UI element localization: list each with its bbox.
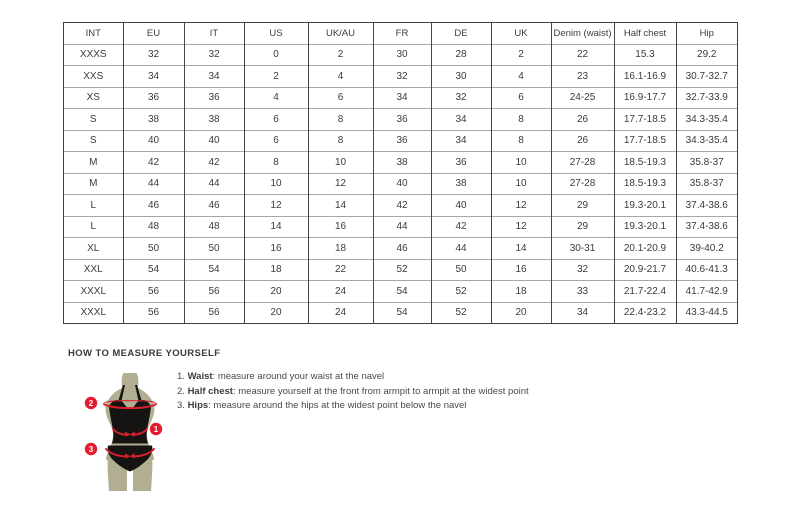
size-chart-header bbox=[64, 23, 737, 44]
table-cell: 16 bbox=[308, 216, 373, 238]
badge-hips-number: 3 bbox=[88, 444, 94, 454]
table-cell: 2 bbox=[308, 44, 373, 66]
column-header: INT bbox=[85, 27, 101, 39]
table-cell: 12 bbox=[491, 195, 551, 217]
table-cell: 36 bbox=[373, 109, 431, 131]
table-cell: XXS bbox=[64, 66, 123, 88]
table-cell: 32 bbox=[431, 87, 491, 109]
table-cell: 48 bbox=[184, 216, 244, 238]
column-header: EU bbox=[123, 23, 184, 44]
table-cell: 21.7-22.4 bbox=[614, 281, 676, 303]
column-header: IT bbox=[184, 23, 244, 44]
table-cell: 38 bbox=[184, 109, 244, 131]
table-cell: L bbox=[64, 195, 123, 217]
table-cell: 29.2 bbox=[676, 44, 737, 66]
badge-half-chest-number: 2 bbox=[88, 398, 94, 408]
table-cell: 6 bbox=[491, 87, 551, 109]
table-cell: 22 bbox=[551, 44, 614, 66]
measure-steps bbox=[177, 370, 529, 414]
table-cell: 4 bbox=[491, 66, 551, 88]
table-cell: 27-28 bbox=[551, 152, 614, 174]
table-cell: 20 bbox=[244, 302, 308, 323]
column-header: Hip bbox=[676, 23, 737, 44]
table-cell: M bbox=[64, 152, 123, 174]
table-cell: 46 bbox=[184, 195, 244, 217]
table-cell: 10 bbox=[244, 173, 308, 195]
table-cell: XL bbox=[64, 238, 123, 260]
table-cell: 54 bbox=[373, 302, 431, 323]
table-cell: 4 bbox=[244, 87, 308, 109]
table-cell: 46 bbox=[373, 238, 431, 260]
measurement-figure bbox=[78, 364, 190, 502]
table-cell: 43.3-44.5 bbox=[676, 302, 737, 323]
table-cell: 8 bbox=[244, 152, 308, 174]
table-cell: 29 bbox=[551, 195, 614, 217]
table-cell: 16.1-16.9 bbox=[614, 66, 676, 88]
table-cell: 50 bbox=[184, 238, 244, 260]
table-cell: 26 bbox=[551, 109, 614, 131]
table-cell: 32 bbox=[184, 44, 244, 66]
table-cell: 50 bbox=[123, 238, 184, 260]
column-header: Half chest bbox=[614, 23, 676, 44]
table-cell: 38 bbox=[431, 173, 491, 195]
step-number: 3. bbox=[177, 400, 188, 411]
step-label: Waist bbox=[187, 371, 213, 382]
table-row bbox=[64, 259, 737, 281]
table-cell: 36 bbox=[123, 87, 184, 109]
table-cell: 56 bbox=[123, 281, 184, 303]
badge-half-chest bbox=[85, 397, 97, 409]
table-row bbox=[64, 216, 737, 238]
table-cell: L bbox=[64, 216, 123, 238]
table-cell: 42 bbox=[431, 216, 491, 238]
table-cell: 6 bbox=[308, 87, 373, 109]
table-cell: 14 bbox=[244, 216, 308, 238]
table-cell: XXXL bbox=[64, 302, 123, 323]
measure-step bbox=[177, 370, 529, 385]
table-cell: 30-31 bbox=[551, 238, 614, 260]
table-cell: 20 bbox=[491, 302, 551, 323]
table-cell: 35.8-37 bbox=[676, 152, 737, 174]
table-cell: 12 bbox=[244, 195, 308, 217]
table-cell: 40 bbox=[184, 130, 244, 152]
measure-step bbox=[177, 399, 529, 414]
table-cell: 54 bbox=[184, 259, 244, 281]
table-cell: 46 bbox=[123, 195, 184, 217]
table-cell: 6 bbox=[244, 130, 308, 152]
table-cell: 36 bbox=[431, 152, 491, 174]
table-cell: 26 bbox=[551, 130, 614, 152]
size-chart-header-row bbox=[64, 23, 737, 44]
table-cell: 10 bbox=[491, 152, 551, 174]
table-row bbox=[64, 195, 737, 217]
table-cell: 16.9-17.7 bbox=[614, 87, 676, 109]
table-cell: 54 bbox=[373, 281, 431, 303]
table-cell: 8 bbox=[491, 130, 551, 152]
step-label: Half chest bbox=[187, 385, 233, 397]
table-cell: 28 bbox=[431, 44, 491, 66]
table-cell: 22 bbox=[308, 259, 373, 281]
table-cell: XXXS bbox=[64, 44, 123, 66]
table-cell: 34 bbox=[431, 130, 491, 152]
table-row bbox=[64, 173, 737, 195]
table-cell: 19.3-20.1 bbox=[614, 195, 676, 217]
table-cell: 50 bbox=[431, 259, 491, 281]
table-cell: 40 bbox=[431, 195, 491, 217]
table-cell: 37.4-38.6 bbox=[676, 216, 737, 238]
table-row bbox=[64, 281, 737, 303]
table-cell: 20 bbox=[244, 281, 308, 303]
table-cell: S bbox=[64, 130, 123, 152]
table-cell: 6 bbox=[244, 109, 308, 131]
table-cell: 34 bbox=[551, 302, 614, 323]
table-cell: S bbox=[64, 109, 123, 131]
column-header: FR bbox=[373, 23, 431, 44]
table-cell: 30 bbox=[373, 44, 431, 66]
column-header: US bbox=[244, 23, 308, 44]
table-cell: 42 bbox=[373, 195, 431, 217]
step-number: 1. bbox=[177, 371, 188, 382]
table-cell: 34.3-35.4 bbox=[676, 130, 737, 152]
table-cell: 42 bbox=[123, 152, 184, 174]
table-cell: 34.3-35.4 bbox=[676, 109, 737, 131]
step-text: : measure around your waist at the navel bbox=[212, 371, 385, 382]
table-cell: 10 bbox=[308, 152, 373, 174]
column-header: UK bbox=[491, 23, 551, 44]
table-cell: 34 bbox=[373, 87, 431, 109]
table-cell: 8 bbox=[308, 109, 373, 131]
badge-hips bbox=[85, 443, 97, 455]
table-cell: 40 bbox=[373, 173, 431, 195]
table-cell: 20.1-20.9 bbox=[614, 238, 676, 260]
step-number: 2. bbox=[177, 385, 188, 397]
table-cell: 24 bbox=[308, 302, 373, 323]
measure-section-title: HOW TO MEASURE YOURSELF bbox=[68, 348, 221, 359]
table-cell: 44 bbox=[184, 173, 244, 195]
table-cell: 10 bbox=[491, 173, 551, 195]
table-cell: 18.5-19.3 bbox=[614, 173, 676, 195]
table-cell: 14 bbox=[308, 195, 373, 217]
table-cell: 23 bbox=[551, 66, 614, 88]
table-cell: 2 bbox=[491, 44, 551, 66]
table-cell: 40 bbox=[123, 130, 184, 152]
step-text: : measure yourself at the front from armpit to armpit at the widest point bbox=[232, 385, 529, 397]
table-cell: 27-28 bbox=[551, 173, 614, 195]
table-cell: 22.4-23.2 bbox=[614, 302, 676, 323]
table-cell: 30.7-32.7 bbox=[676, 66, 737, 88]
table-cell: 14 bbox=[491, 238, 551, 260]
size-chart-table bbox=[64, 23, 737, 323]
table-cell: 8 bbox=[491, 109, 551, 131]
table-cell: 18 bbox=[308, 238, 373, 260]
table-cell: 48 bbox=[123, 216, 184, 238]
table-cell: 38 bbox=[123, 109, 184, 131]
table-cell: 44 bbox=[373, 216, 431, 238]
step-label: Hips bbox=[187, 400, 209, 411]
table-cell: 17.7-18.5 bbox=[614, 130, 676, 152]
table-cell: 54 bbox=[123, 259, 184, 281]
table-cell: 15.3 bbox=[614, 44, 676, 66]
table-cell: 34 bbox=[431, 109, 491, 131]
table-cell: 32 bbox=[551, 259, 614, 281]
table-cell: 32 bbox=[373, 66, 431, 88]
table-cell: 20.9-21.7 bbox=[614, 259, 676, 281]
table-row bbox=[64, 130, 737, 152]
column-header: Denim (waist) bbox=[551, 23, 614, 44]
table-cell: 33 bbox=[551, 281, 614, 303]
table-cell: 44 bbox=[123, 173, 184, 195]
table-cell: 12 bbox=[308, 173, 373, 195]
table-cell: 34 bbox=[184, 66, 244, 88]
table-row bbox=[64, 302, 737, 323]
table-cell: XXXL bbox=[64, 281, 123, 303]
measure-step bbox=[177, 385, 529, 400]
table-cell: 35.8-37 bbox=[676, 173, 737, 195]
table-cell: 32 bbox=[123, 44, 184, 66]
table-cell: 24-25 bbox=[551, 87, 614, 109]
table-cell: 4 bbox=[308, 66, 373, 88]
table-cell: XS bbox=[64, 87, 123, 109]
table-cell: 52 bbox=[373, 259, 431, 281]
table-cell: 42 bbox=[184, 152, 244, 174]
table-cell: XXL bbox=[64, 259, 123, 281]
table-cell: 16 bbox=[491, 259, 551, 281]
table-cell: 52 bbox=[431, 281, 491, 303]
table-cell: 44 bbox=[431, 238, 491, 260]
table-cell: 56 bbox=[123, 302, 184, 323]
table-cell: 56 bbox=[184, 281, 244, 303]
table-cell: 39-40.2 bbox=[676, 238, 737, 260]
table-row bbox=[64, 44, 737, 66]
table-cell: 12 bbox=[491, 216, 551, 238]
table-cell: 17.7-18.5 bbox=[614, 109, 676, 131]
table-cell: 19.3-20.1 bbox=[614, 216, 676, 238]
table-cell: 18 bbox=[491, 281, 551, 303]
column-header: DE bbox=[431, 23, 491, 44]
table-cell: 30 bbox=[431, 66, 491, 88]
table-row bbox=[64, 152, 737, 174]
table-row bbox=[64, 238, 737, 260]
table-cell: 18 bbox=[244, 259, 308, 281]
table-cell: 24 bbox=[308, 281, 373, 303]
table-cell: M bbox=[64, 173, 123, 195]
table-cell: 16 bbox=[244, 238, 308, 260]
badge-waist bbox=[150, 423, 162, 435]
table-cell: 2 bbox=[244, 66, 308, 88]
size-chart bbox=[63, 22, 738, 324]
table-cell: 32.7-33.9 bbox=[676, 87, 737, 109]
table-cell: 8 bbox=[308, 130, 373, 152]
table-row bbox=[64, 109, 737, 131]
table-row bbox=[64, 87, 737, 109]
size-chart-body bbox=[64, 44, 737, 323]
table-cell: 29 bbox=[551, 216, 614, 238]
table-cell: 52 bbox=[431, 302, 491, 323]
table-cell: 56 bbox=[184, 302, 244, 323]
table-cell: 38 bbox=[373, 152, 431, 174]
table-cell: 18.5-19.3 bbox=[614, 152, 676, 174]
table-cell: 36 bbox=[373, 130, 431, 152]
table-cell: 40.6-41.3 bbox=[676, 259, 737, 281]
table-row bbox=[64, 66, 737, 88]
table-cell: 37.4-38.6 bbox=[676, 195, 737, 217]
table-cell: 0 bbox=[244, 44, 308, 66]
table-cell: 34 bbox=[123, 66, 184, 88]
mannequin-illustration-icon bbox=[78, 364, 190, 502]
badge-waist-number: 1 bbox=[153, 424, 159, 434]
table-cell: 36 bbox=[184, 87, 244, 109]
step-text: : measure around the hips at the widest point below the navel bbox=[208, 400, 467, 411]
table-cell: 41.7-42.9 bbox=[676, 281, 737, 303]
column-header: UK/AU bbox=[308, 23, 373, 44]
